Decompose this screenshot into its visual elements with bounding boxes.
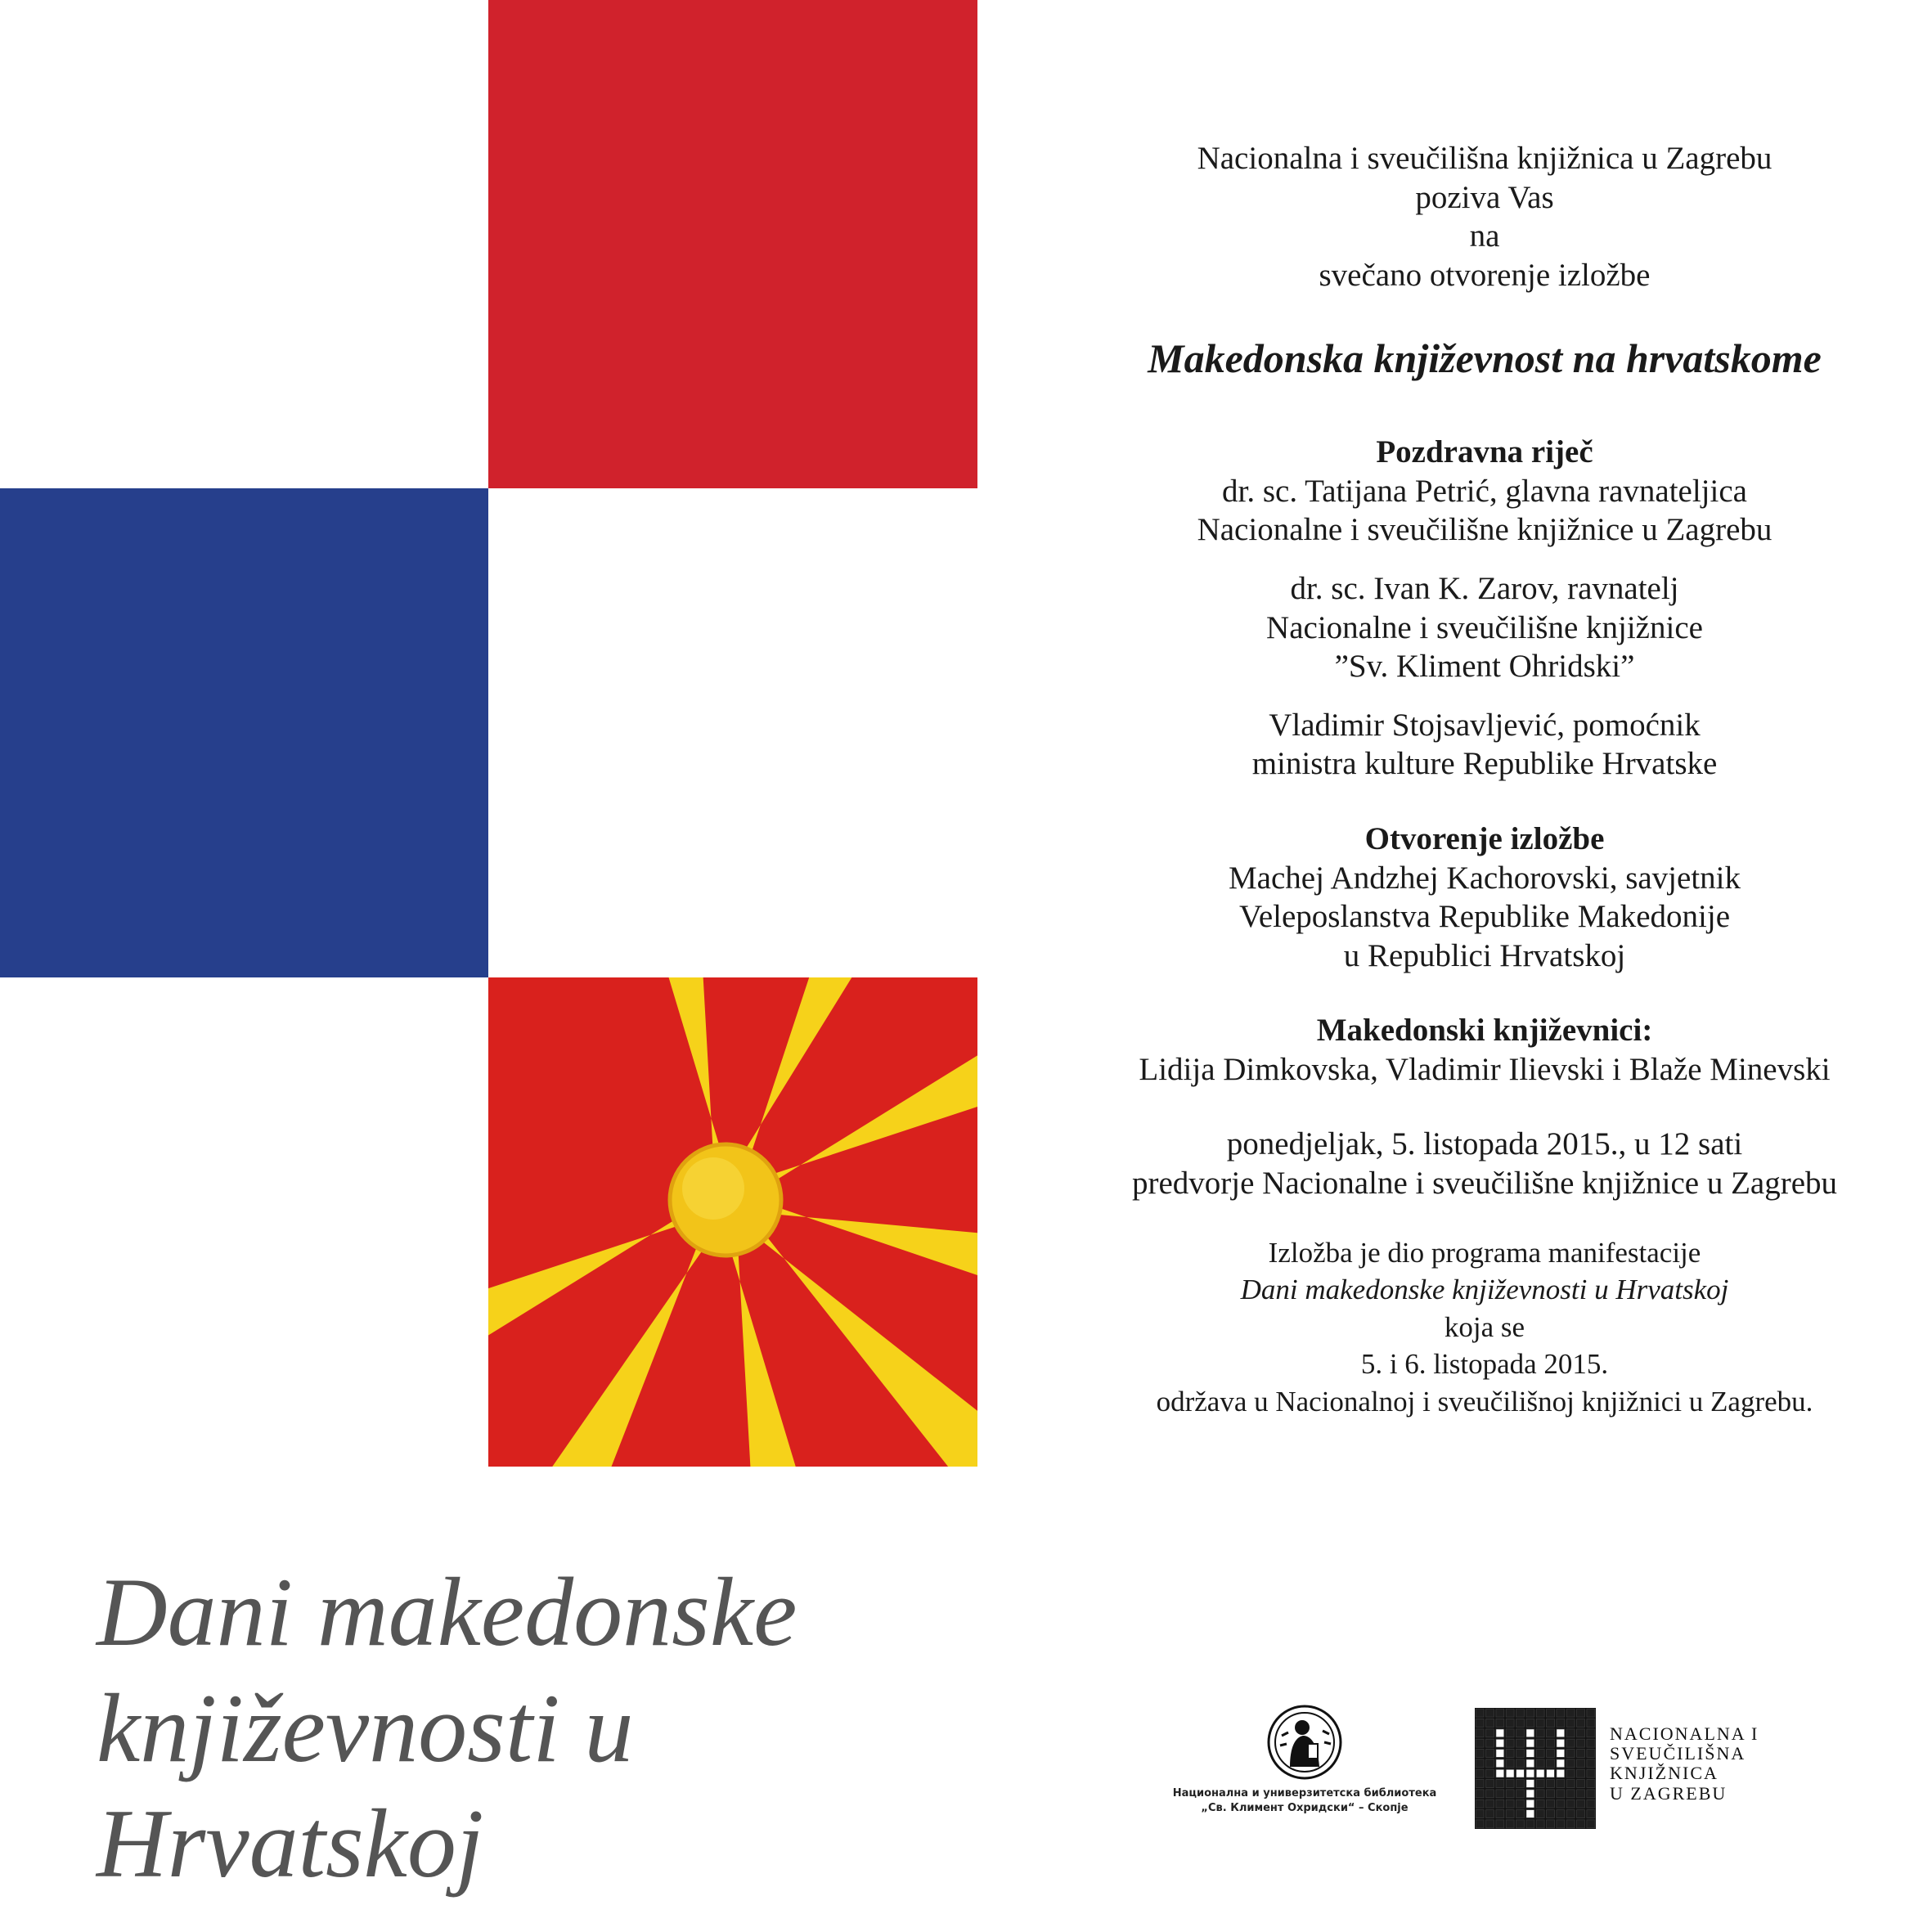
skopje-caption-line-2: „Св. Климент Охридски“ – Скопје (1201, 1801, 1409, 1814)
invitation-text (1022, 139, 1932, 1420)
to-line: na (1469, 218, 1500, 254)
speaker-1-line-1: dr. sc. Tatijana Petrić, glavna ravnateljica (1222, 473, 1747, 509)
event-line: svečano otvorenje izložbe (1319, 257, 1651, 293)
opening-line-1: Machej Andzhej Kachorovski, savjetnik (1229, 860, 1741, 896)
speaker-2-line-2: Nacionalne i sveučilišne knjižnice (1266, 609, 1703, 645)
festival-title-line-2: književnosti u (97, 1673, 634, 1782)
blue-square (0, 488, 488, 977)
zagreb-name-line-2: SVEUČILIŠNA (1610, 1743, 1746, 1764)
speaker-2-line-3: ”Sv. Kliment Ohridski” (1334, 649, 1635, 685)
speaker-3-line-1: Vladimir Stojsavljević, pomoćnik (1269, 707, 1701, 743)
writers-heading: Makedonski književnici: (1316, 1013, 1653, 1049)
red-square (488, 0, 977, 488)
opening-line-2: Veleposlanstva Republike Makedonije (1238, 899, 1731, 935)
macedonian-flag-image (488, 977, 977, 1467)
footnote-line-1: Izložba je dio programa manifestacije (1268, 1236, 1701, 1269)
opening-line-3: u Republici Hrvatskoj (1343, 937, 1626, 973)
zagreb-name-line-3: KNJIŽNICA (1610, 1763, 1719, 1784)
footnote-line-4: 5. i 6. listopada 2015. (1360, 1348, 1609, 1381)
festival-title (97, 1554, 914, 1902)
greeting-heading: Pozdravna riječ (1376, 434, 1593, 470)
speaker-2-line-1: dr. sc. Ivan K. Zarov, ravnatelj (1290, 571, 1679, 607)
event-place: predvorje Nacionalne i sveučilišne knjižnice u Zagrebu (1132, 1165, 1837, 1201)
speaker-1-line-2: Nacionalne i sveučilišne knjižnice u Zagrebu (1197, 512, 1772, 548)
event-date: ponedjeljak, 5. listopada 2015., u 12 sati (1226, 1126, 1743, 1162)
host-line: Nacionalna i sveučilišna knjižnica u Zagrebu (1197, 141, 1772, 176)
opening-heading: Otvorenje izložbe (1364, 820, 1605, 856)
skopje-library-logo (1166, 1703, 1444, 1815)
skopje-library-emblem-icon (1265, 1703, 1344, 1781)
invites-line: poziva Vas (1415, 179, 1554, 215)
zagreb-name-line-4: U ZAGREBU (1610, 1782, 1728, 1804)
zagreb-library-name (1610, 1724, 1759, 1804)
skopje-caption-line-1: Национална и универзитетска библиотека (1172, 1787, 1437, 1799)
writers-names: Lidija Dimkovska, Vladimir Ilievski i Blaže Minevski (1139, 1051, 1831, 1087)
speaker-3-line-2: ministra kulture Republike Hrvatske (1251, 746, 1718, 782)
zagreb-name-line-1: NACIONALNA I (1610, 1723, 1759, 1744)
festival-title-line-1: Dani makedonske (97, 1557, 798, 1666)
festival-title-line-3: Hrvatskoj (97, 1789, 484, 1898)
zagreb-library-logo (1475, 1708, 1759, 1832)
footnote-line-2: Dani makedonske književnosti u Hrvatskoj (1240, 1274, 1729, 1306)
exhibition-title: Makedonska književnost na hrvatskome (1148, 335, 1822, 382)
footnote-line-5: održava u Nacionalnoj i sveučilišnoj knjižnici u Zagrebu. (1156, 1385, 1813, 1418)
zagreb-library-grid-icon (1475, 1708, 1596, 1829)
footnote-line-3: koja se (1444, 1310, 1525, 1343)
